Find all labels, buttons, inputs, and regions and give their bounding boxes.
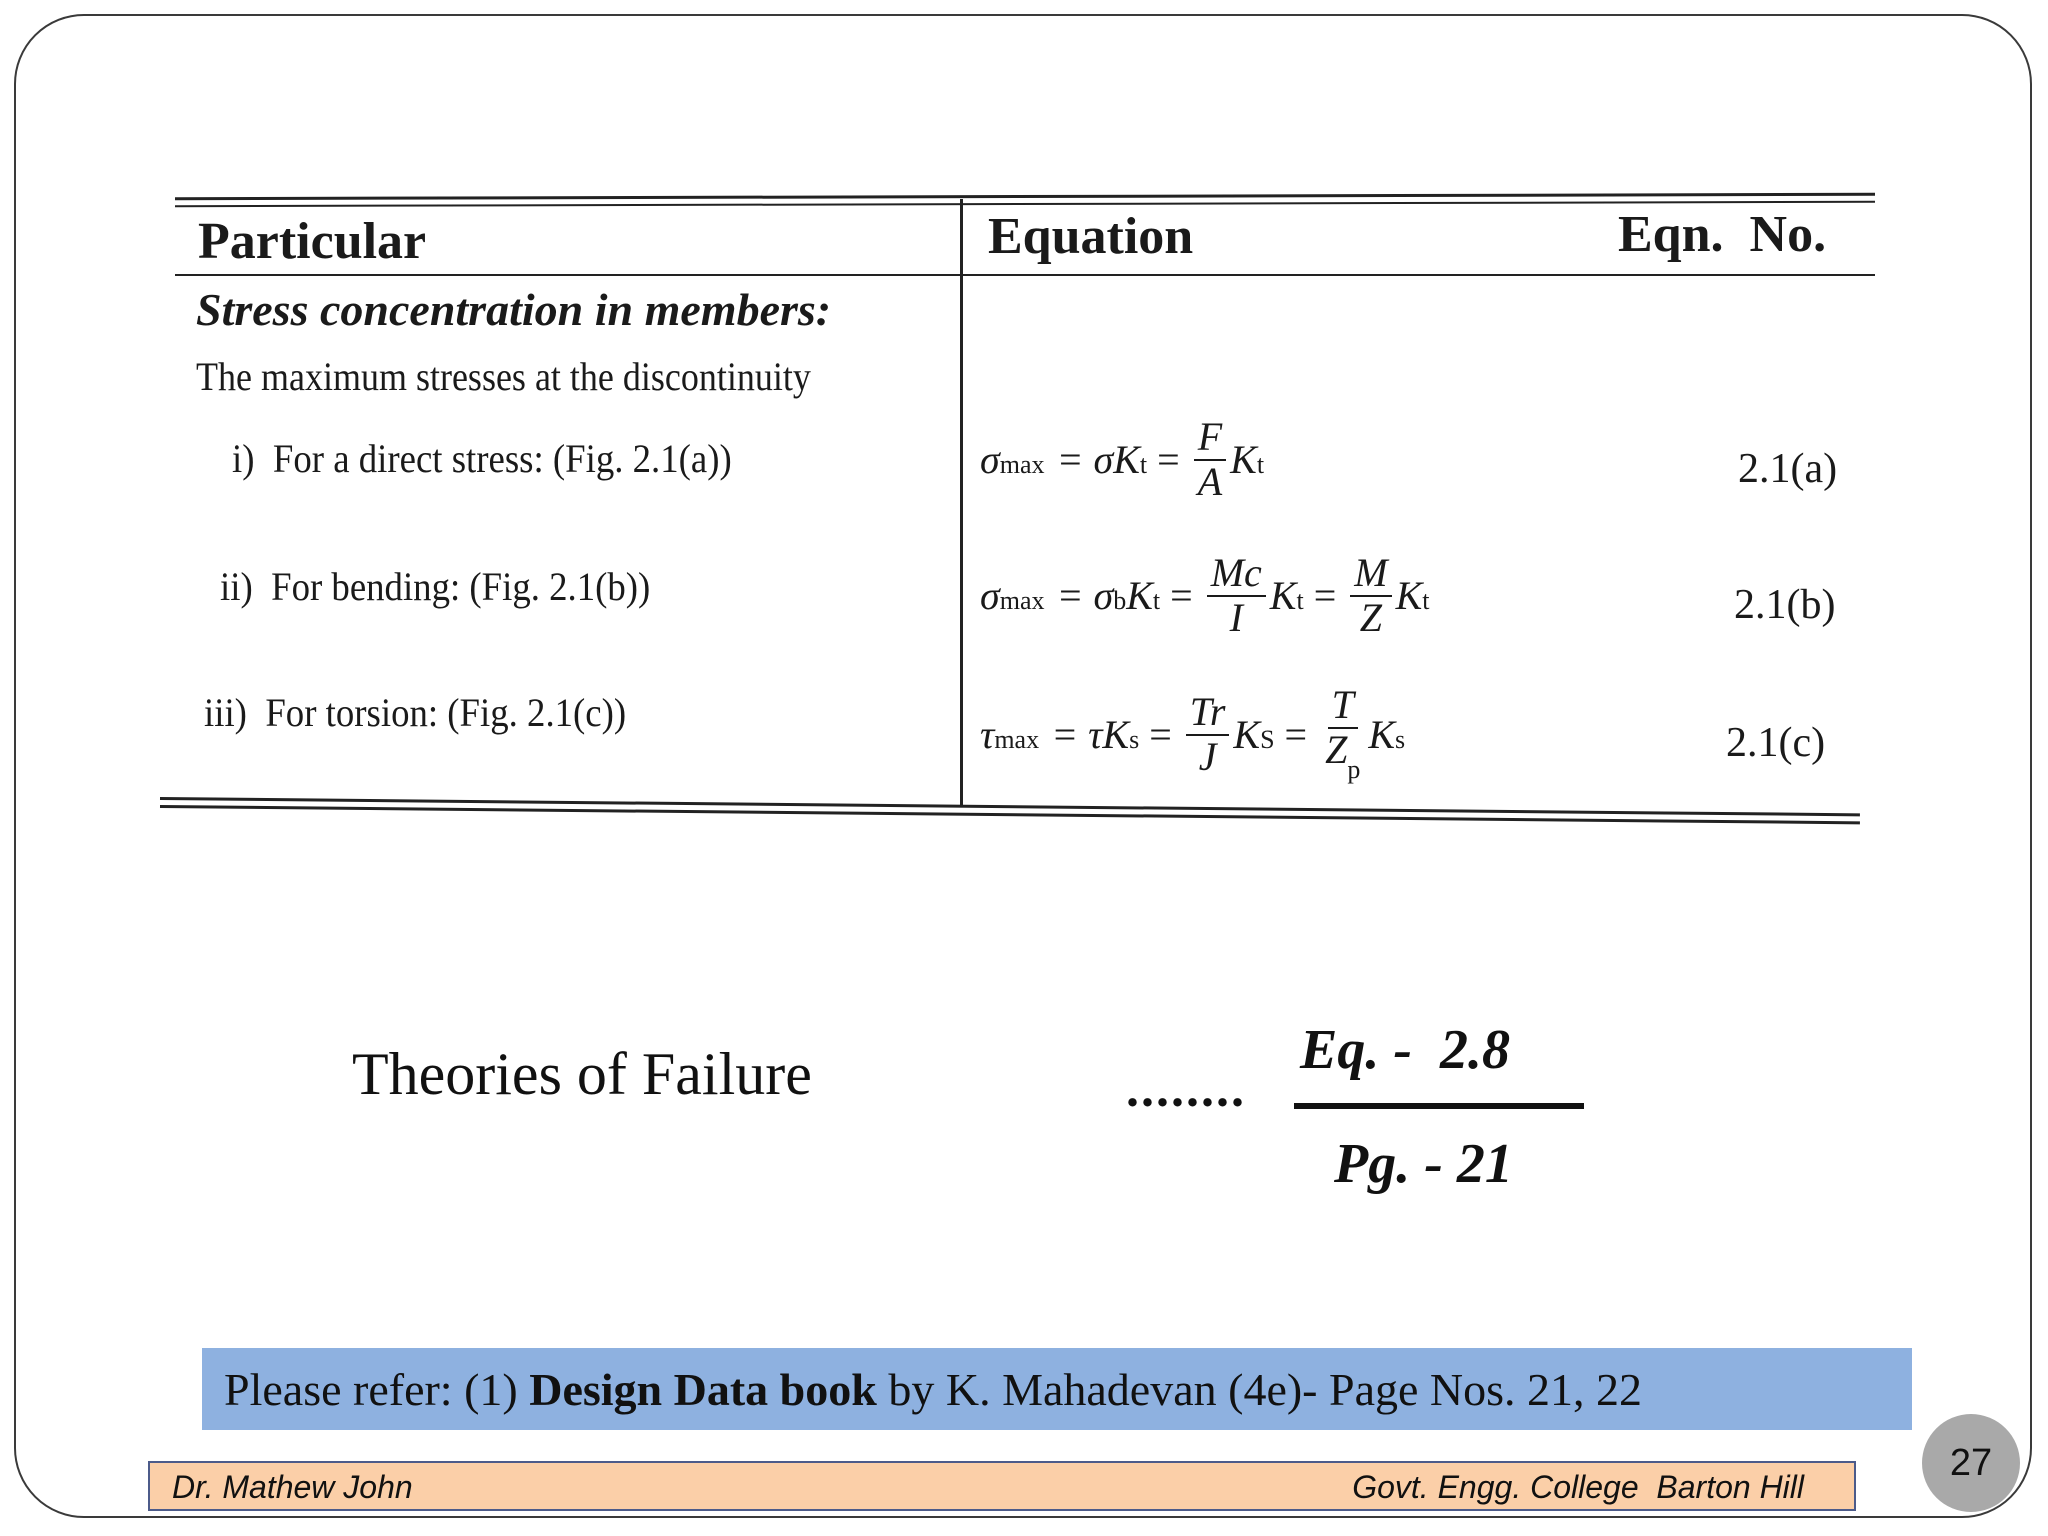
page-number-badge: 27 bbox=[1922, 1414, 2020, 1512]
eq-no-2-1c: 2.1(c) bbox=[1726, 720, 1826, 766]
refer-book-title: Design Data book bbox=[529, 1363, 877, 1415]
refer-banner bbox=[202, 1348, 1912, 1430]
section-title: Stress concentration in members: bbox=[196, 284, 832, 335]
header-eqn-no: Eqn. No. bbox=[1618, 206, 1827, 263]
theories-of-failure-label: Theories of Failure bbox=[352, 1041, 812, 1107]
case-label-direct-stress: i) For a direct stress: (Fig. 2.1(a)) bbox=[232, 436, 732, 481]
section-description: The maximum stresses at the discontinuity bbox=[196, 354, 811, 399]
eq-reference: Eq. - 2.8 bbox=[1300, 1019, 1510, 1081]
page-reference: Pg. - 21 bbox=[1334, 1133, 1513, 1195]
case-label-bending: ii) For bending: (Fig. 2.1(b)) bbox=[220, 564, 651, 609]
footer-bar bbox=[148, 1461, 1856, 1511]
eq-no-2-1b: 2.1(b) bbox=[1734, 582, 1836, 628]
refer-prefix: Please refer: (1) bbox=[224, 1363, 530, 1415]
equation-bending: σ $_{max}$ = σ $_b$ K $_t$ = $\frac{Mc}{I}$ K $_t$ = $\frac{M}{Z}$ K $_t$ bbox=[980, 550, 1430, 640]
equation-torsion: τ $_{max}$ = τK $_s$ = $\frac{Tr}{J}$ K $_S$ = $\frac{T}{Z_p}$ K $_s$ bbox=[980, 682, 1406, 784]
column-divider bbox=[960, 199, 963, 805]
header-underline bbox=[175, 274, 1875, 276]
case-label-torsion: iii) For torsion: (Fig. 2.1(c)) bbox=[204, 690, 627, 735]
header-particular: Particular bbox=[198, 213, 427, 270]
leader-dots: ........ bbox=[1126, 1061, 1246, 1118]
equation-table bbox=[160, 185, 1880, 855]
equation-direct-stress: σ $_{max}$ = σK $_t$ = $\frac{F}{A}$ K $_t$ bbox=[980, 414, 1265, 504]
refer-suffix: by K. Mahadevan (4e)- Page Nos. 21, 22 bbox=[876, 1363, 1643, 1415]
table-top-rule bbox=[175, 193, 1875, 200]
reference-divider bbox=[1294, 1103, 1584, 1109]
footer-college: Govt. Engg. College Barton Hill bbox=[1352, 1469, 1804, 1505]
eq-no-2-1a: 2.1(a) bbox=[1738, 446, 1838, 492]
footer-author: Dr. Mathew John bbox=[172, 1469, 413, 1505]
header-equation: Equation bbox=[988, 208, 1194, 265]
